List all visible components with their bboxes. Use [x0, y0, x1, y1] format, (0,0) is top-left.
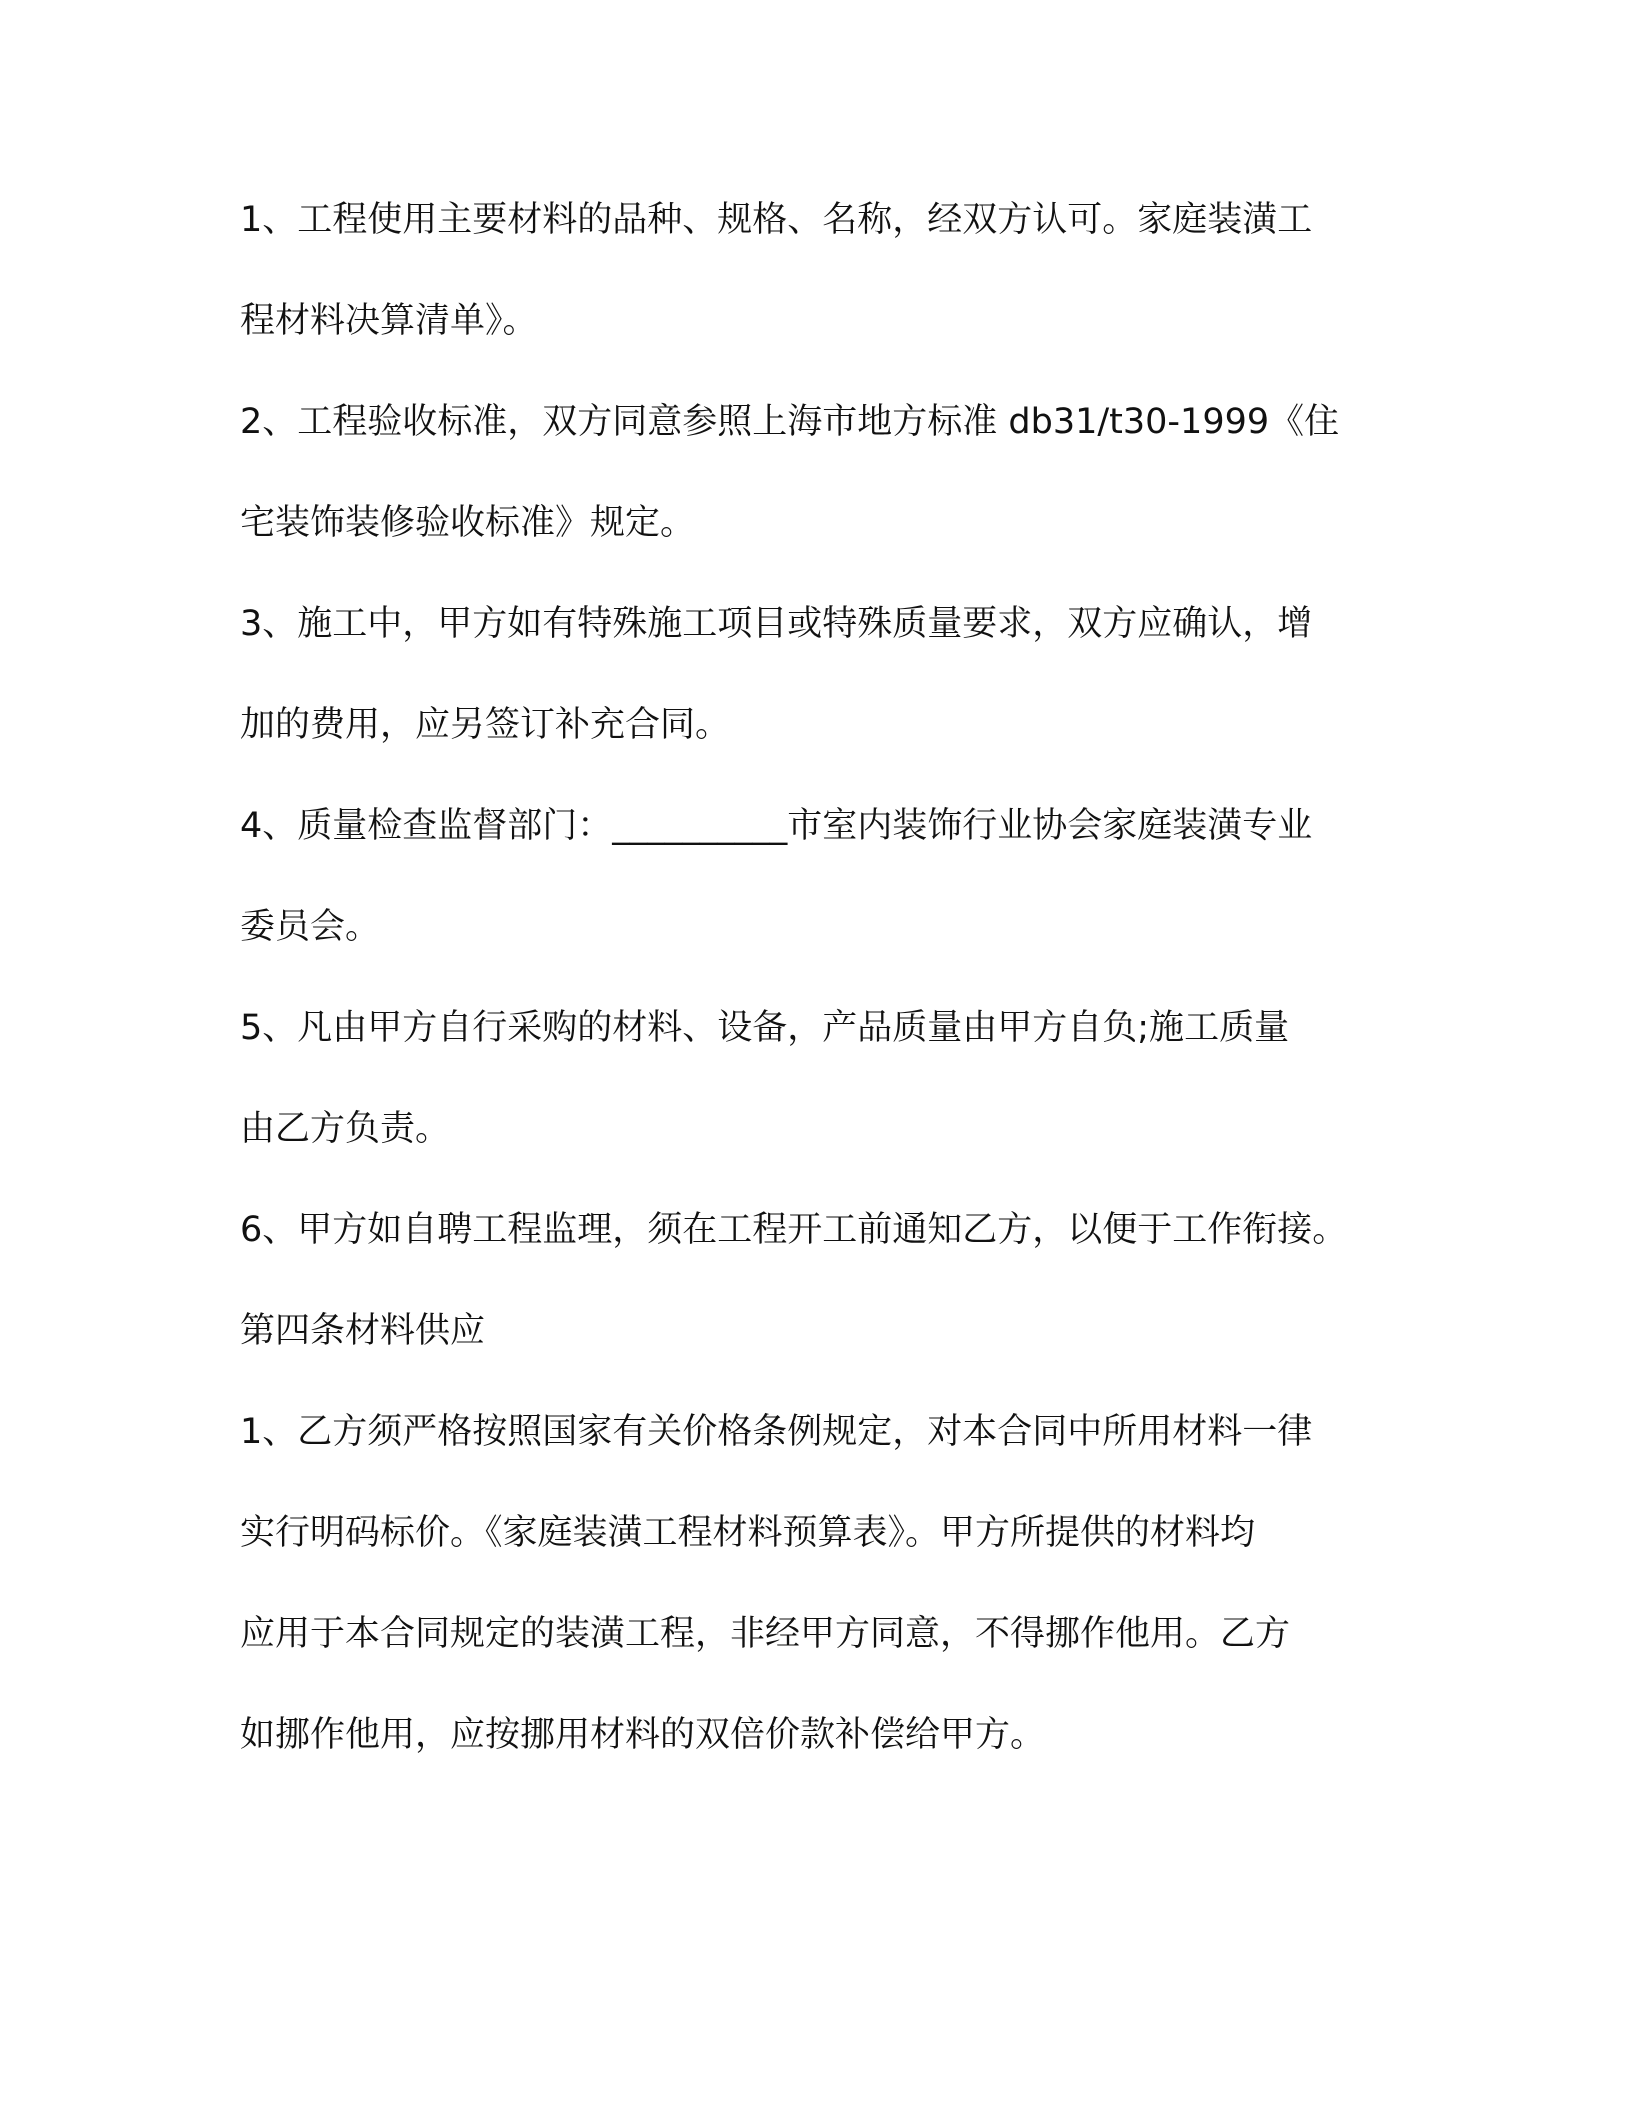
clause-3-3-line-2: 加的费用，应另签订补充合同。 [240, 705, 731, 745]
clause-3-4-line-1: 4、质量检查监督部门：__________市室内装饰行业协会家庭装潢专业 [240, 806, 1313, 846]
clause-3-5-line-2: 由乙方负责。 [240, 1109, 451, 1149]
clause-3-5-line-1: 5、凡由甲方自行采购的材料、设备，产品质量由甲方自负;施工质量 [240, 1008, 1290, 1048]
document-body [240, 180, 1410, 1796]
clause-3-2-line-1: 2、工程验收标准，双方同意参照上海市地方标准 db31/t30-1999《住 [240, 402, 1340, 442]
clause-3-2-line-2: 宅装饰装修验收标准》规定。 [240, 503, 696, 543]
clause-3-1-line-2: 程材料决算清单》。 [240, 301, 538, 341]
clause-3-1-line-1: 1、工程使用主要材料的品种、规格、名称，经双方认可。家庭装潢工 [240, 200, 1313, 240]
clause-4-1-line-2: 实行明码标价。《家庭装潢工程材料预算表》。甲方所提供的材料均 [240, 1513, 1256, 1553]
clause-4-1-line-4: 如挪作他用，应按挪用材料的双倍价款补偿给甲方。 [240, 1715, 1046, 1755]
clause-4-1-line-1: 1、乙方须严格按照国家有关价格条例规定，对本合同中所用材料一律 [240, 1412, 1313, 1452]
clause-3-3-line-1: 3、施工中，甲方如有特殊施工项目或特殊质量要求，双方应确认，增 [240, 604, 1313, 644]
section-heading-article-4: 第四条材料供应 [240, 1311, 486, 1351]
clause-3-6-line-1: 6、甲方如自聘工程监理，须在工程开工前通知乙方，以便于工作衔接。 [240, 1210, 1348, 1250]
clause-3-4-line-2: 委员会。 [240, 907, 381, 947]
clause-4-1-line-3: 应用于本合同规定的装潢工程，非经甲方同意，不得挪作他用。乙方 [240, 1614, 1291, 1654]
